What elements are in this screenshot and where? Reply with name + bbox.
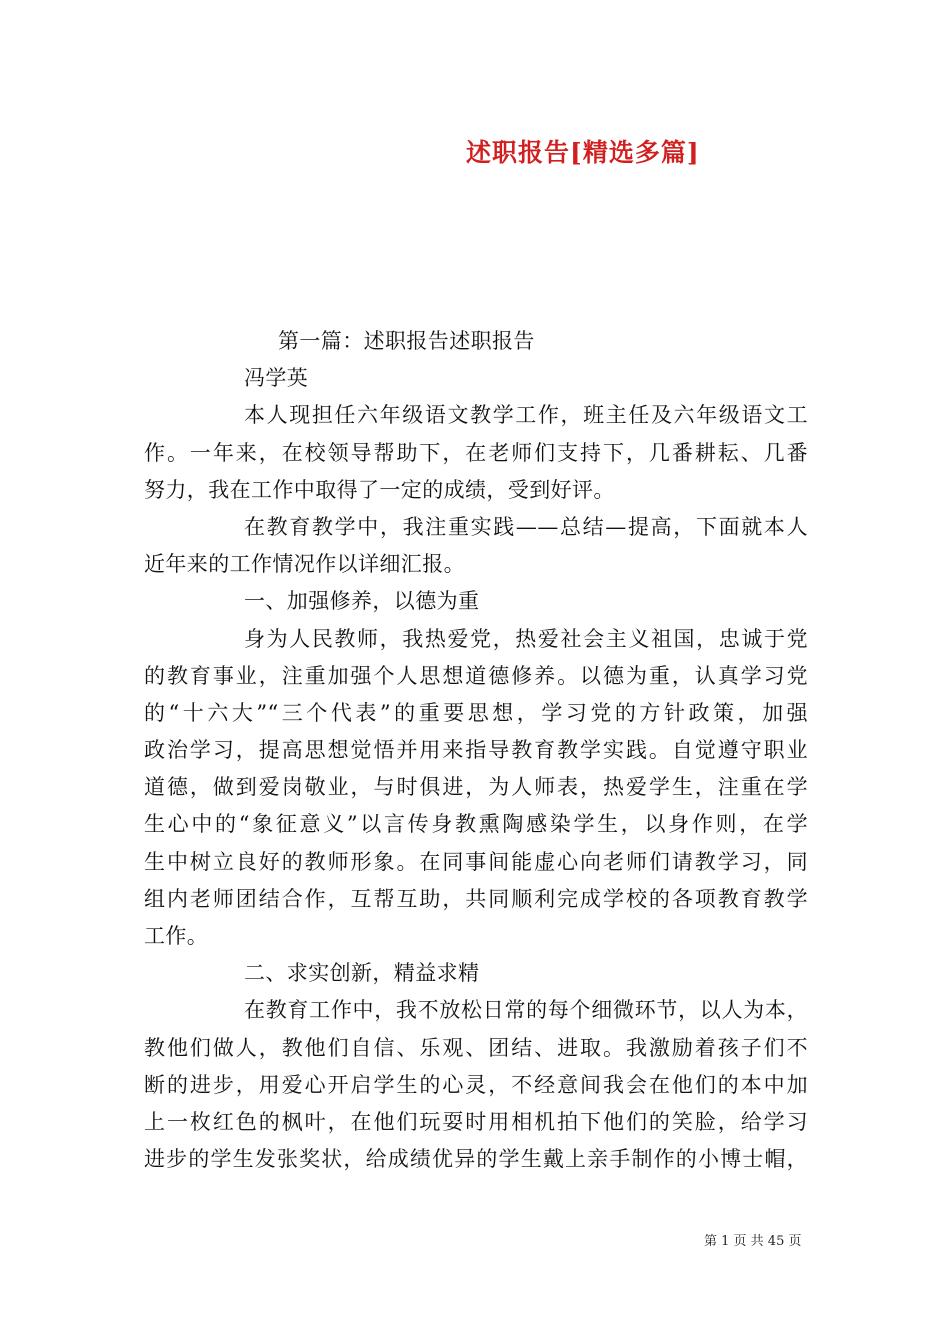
- paragraph-line: 的教育事业，注重加强个人思想道德修养。以德为重，认真学习党: [144, 663, 808, 688]
- paragraph-line: 组内老师团结合作，互帮互助，共同顺利完成学校的各项教育教学: [144, 886, 808, 911]
- paragraph-line: 生心中的“象征意义”以言传身教熏陶感染学生，以身作则，在学: [144, 812, 808, 837]
- paragraph-line: 近年来的工作情况作以详细汇报。: [144, 552, 465, 577]
- paragraph-line: 努力，我在工作中取得了一定的成绩，受到好评。: [144, 477, 615, 502]
- paragraph-line: 断的进步，用爱心开启学生的心灵，不经意间我会在他们的本中加: [144, 1072, 808, 1097]
- paragraph-line: 在教育教学中，我注重实践——总结—提高，下面就本人: [244, 514, 808, 539]
- paragraph-line: 工作。: [144, 924, 209, 948]
- paragraph-line: 在教育工作中，我不放松日常的每个细微环节，以人为本，: [244, 998, 808, 1023]
- paragraph-line: 的“十六大”“三个代表”的重要思想，学习党的方针政策，加强: [144, 700, 808, 725]
- paragraph-line: 身为人民教师，我热爱党，热爱社会主义祖国，忠诚于党: [244, 626, 808, 651]
- paragraph-line: 政治学习，提高思想觉悟并用来指导教育教学实践。自觉遵守职业: [144, 738, 808, 763]
- paragraph-line: 进步的学生发张奖状，给成绩优异的学生戴上亲手制作的小博士帽，: [144, 1147, 808, 1172]
- page-number: 第 1 页 共 45 页: [704, 1234, 802, 1249]
- document-body: [144, 323, 808, 1178]
- paragraph-line: 本人现担任六年级语文教学工作，班主任及六年级语文工: [244, 403, 808, 428]
- paragraph-line: 作。一年来，在校领导帮助下，在老师们支持下，几番耕耘、几番: [144, 440, 808, 465]
- section-title: 第一篇：述职报告述职报告: [278, 329, 535, 353]
- paragraph-line: 教他们做人，教他们自信、乐观、团结、进取。我激励着孩子们不: [144, 1035, 808, 1060]
- paragraph-line: 道德，做到爱岗敬业，与时俱进，为人师表，热爱学生，注重在学: [144, 775, 808, 800]
- section-heading: 一、加强修养，以德为重: [244, 589, 480, 614]
- section-heading: 二、求实创新，精益求精: [244, 961, 480, 986]
- paragraph-line: 上一枚红色的枫叶，在他们玩耍时用相机拍下他们的笑脸，给学习: [144, 1109, 808, 1134]
- author-name: 冯学英: [244, 366, 309, 391]
- document-title: 述职报告[精选多篇]: [466, 138, 700, 167]
- paragraph-line: 生中树立良好的教师形象。在同事间能虚心向老师们请教学习，同: [144, 849, 808, 874]
